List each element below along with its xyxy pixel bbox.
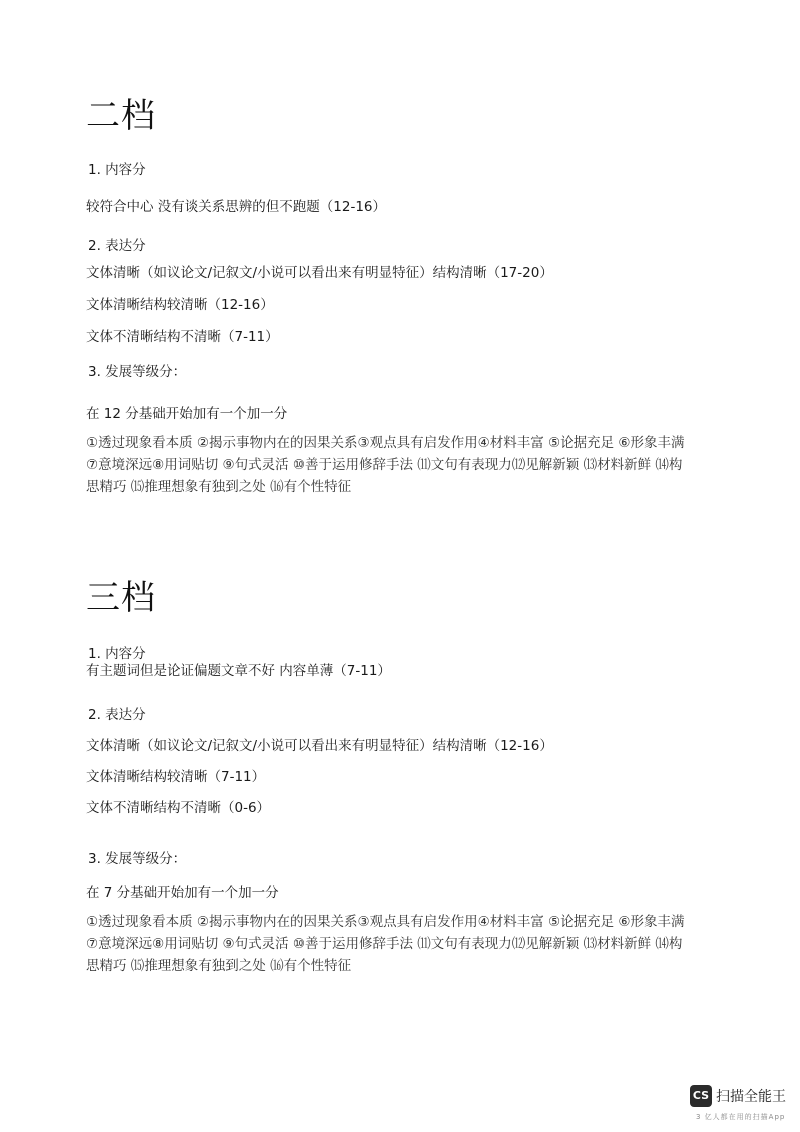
tier3-item1-text: 有主题词但是论证偏题文章不好 内容单薄（7-11） [86,663,391,679]
tier3-grade-line: ①透过现象看本质 ②揭示事物内在的因果关系③观点具有启发作用④材料丰富 ⑤论据充足 ⑥形象丰满 [86,914,685,930]
tier2-item2-line: 文体清晰（如议论文/记叙文/小说可以看出来有明显特征）结构清晰（17-20） [86,265,553,281]
tier2-heading: 二档 [86,96,156,136]
tier3-item3-intro: 在 7 分基础开始加有一个加一分 [86,885,279,901]
tier2-item1-label: 1. 内容分 [88,162,146,178]
scanner-app-name: 扫描全能王 [716,1089,786,1105]
tier2-item2-label: 2. 表达分 [88,238,146,254]
scanner-tagline: 3 亿人都在用的扫描App [696,1113,786,1121]
tier3-heading: 三档 [86,578,156,618]
tier2-item2-line: 文体清晰结构较清晰（12-16） [86,297,274,313]
tier3-item2-line: 文体清晰（如议论文/记叙文/小说可以看出来有明显特征）结构清晰（12-16） [86,738,553,754]
tier2-grade-line: ⑦意境深远⑧用词贴切 ⑨句式灵活 ⑩善于运用修辞手法 ⑾文句有表现力⑿见解新颖 ⒀材料新鲜 ⒁构 [86,457,683,473]
tier2-grade-line: 思精巧 ⒂推理想象有独到之处 ⒃有个性特征 [86,479,352,495]
tier3-grade-line: 思精巧 ⒂推理想象有独到之处 ⒃有个性特征 [86,958,352,974]
tier2-item2-line: 文体不清晰结构不清晰（7-11） [86,329,279,345]
tier3-item3-label: 3. 发展等级分： [88,851,187,867]
tier3-item2-label: 2. 表达分 [88,707,146,723]
tier3-item2-line: 文体不清晰结构不清晰（0-6） [86,800,271,816]
tier2-item3-intro: 在 12 分基础开始加有一个加一分 [86,406,288,422]
tier3-item2-line: 文体清晰结构较清晰（7-11） [86,769,266,785]
scanner-logo-icon: CS [690,1085,712,1107]
tier2-item3-label: 3. 发展等级分： [88,364,187,380]
tier3-grade-line: ⑦意境深远⑧用词贴切 ⑨句式灵活 ⑩善于运用修辞手法 ⑾文句有表现力⑿见解新颖 ⒀材料新鲜 ⒁构 [86,936,683,952]
tier2-item1-text: 较符合中心 没有谈关系思辨的但不跑题（12-16） [86,199,387,215]
tier3-item1-label: 1. 内容分 [88,646,146,662]
tier2-grade-line: ①透过现象看本质 ②揭示事物内在的因果关系③观点具有启发作用④材料丰富 ⑤论据充足 ⑥形象丰满 [86,435,685,451]
